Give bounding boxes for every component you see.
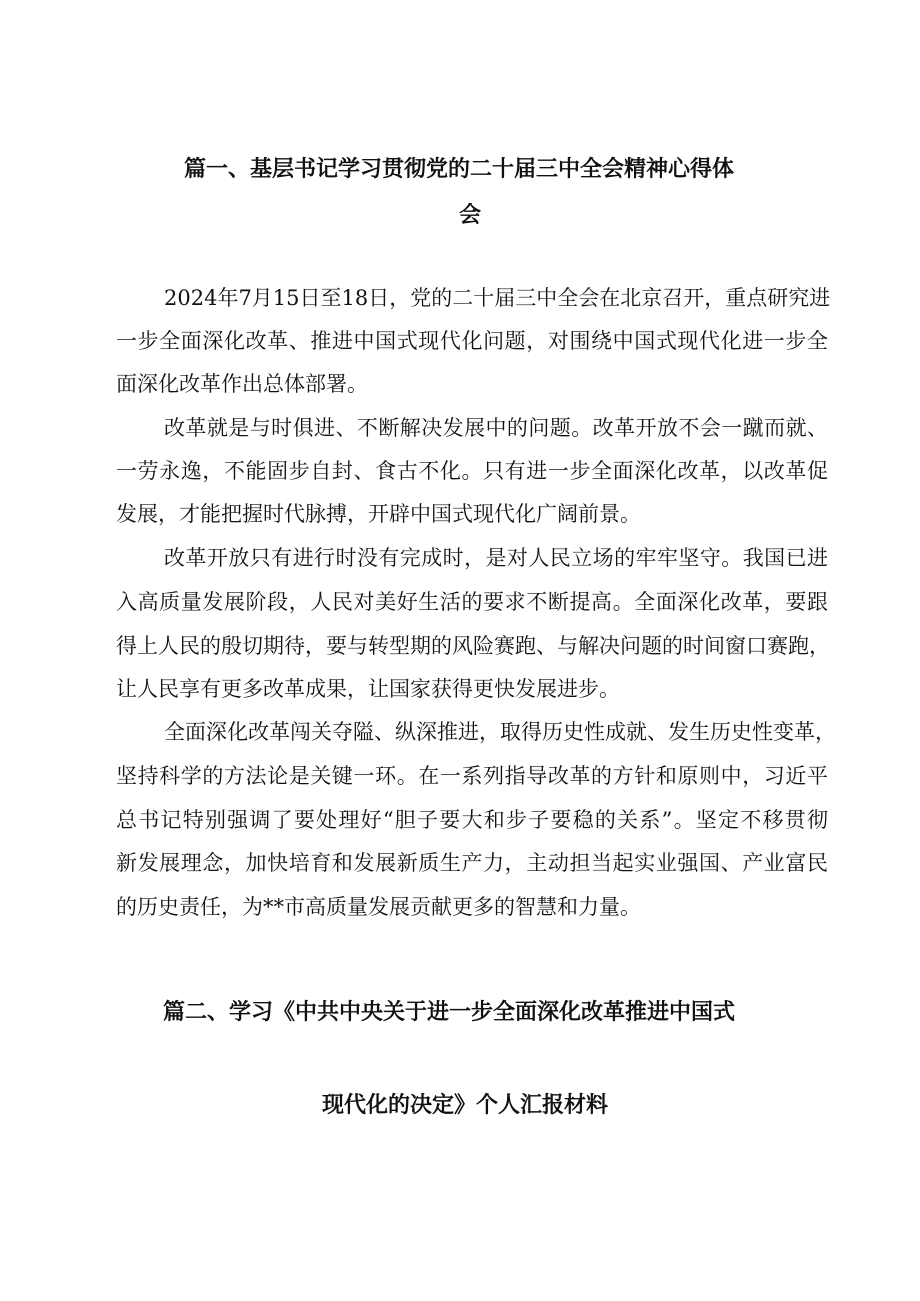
paragraph-line: 改革就是与时俱进、不断解决发展中的问题。改革开放不会一蹴而就、 bbox=[164, 416, 828, 440]
paragraph-line: 入高质量发展阶段，人民对美好生活的要求不断提高。全面深化改革，要跟 bbox=[116, 590, 828, 614]
section2-title-line1: 篇二、学习《中共中央关于进一步全面深化改革推进中国式 bbox=[163, 1000, 736, 1025]
paragraph-line: 全面深化改革闯关夺隘、纵深推进，取得历史性成就、发生历史性变革， bbox=[164, 720, 836, 744]
paragraph-line: 让人民享有更多改革成果，让国家获得更快发展进步。 bbox=[116, 677, 620, 701]
paragraph-line: 面深化改革作出总体部署。 bbox=[116, 372, 368, 396]
paragraph-line: 得上人民的殷切期待，要与转型期的风险赛跑、与解决问题的时间窗口赛跑， bbox=[116, 634, 830, 658]
section1-title-line2: 会 bbox=[459, 203, 482, 228]
paragraph-line: 坚持科学的方法论是关键一环。在一系列指导改革的方针和原则中，习近平 bbox=[116, 764, 828, 788]
paragraph-line: 新发展理念，加快培育和发展新质生产力，主动担当起实业强国、产业富民 bbox=[116, 851, 828, 875]
section2-title-line2: 现代化的决定》个人汇报材料 bbox=[322, 1093, 609, 1118]
paragraph-line: 总书记特别强调了要处理好“胆子要大和步子要稳的关系”。坚定不移贯彻 bbox=[116, 808, 828, 832]
paragraph-line: 改革开放只有进行时没有完成时，是对人民立场的牢牢坚守。我国已进 bbox=[164, 546, 828, 570]
section1-title-line1: 篇一、基层书记学习贯彻党的二十届三中全会精神心得体 bbox=[184, 157, 735, 182]
paragraph-line: 一步全面深化改革、推进中国式现代化问题，对围绕中国式现代化进一步全 bbox=[116, 329, 828, 353]
paragraph-line: 2024年7月15日至18日，党的二十届三中全会在北京召开，重点研究进 bbox=[164, 286, 831, 310]
paragraph-line: 一劳永逸，不能固步自封、食古不化。只有进一步全面深化改革，以改革促 bbox=[116, 459, 828, 483]
paragraph-line: 的历史责任，为**市高质量发展贡献更多的智慧和力量。 bbox=[116, 895, 641, 919]
paragraph-line: 发展，才能把握时代脉搏，开辟中国式现代化广阔前景。 bbox=[116, 502, 641, 526]
